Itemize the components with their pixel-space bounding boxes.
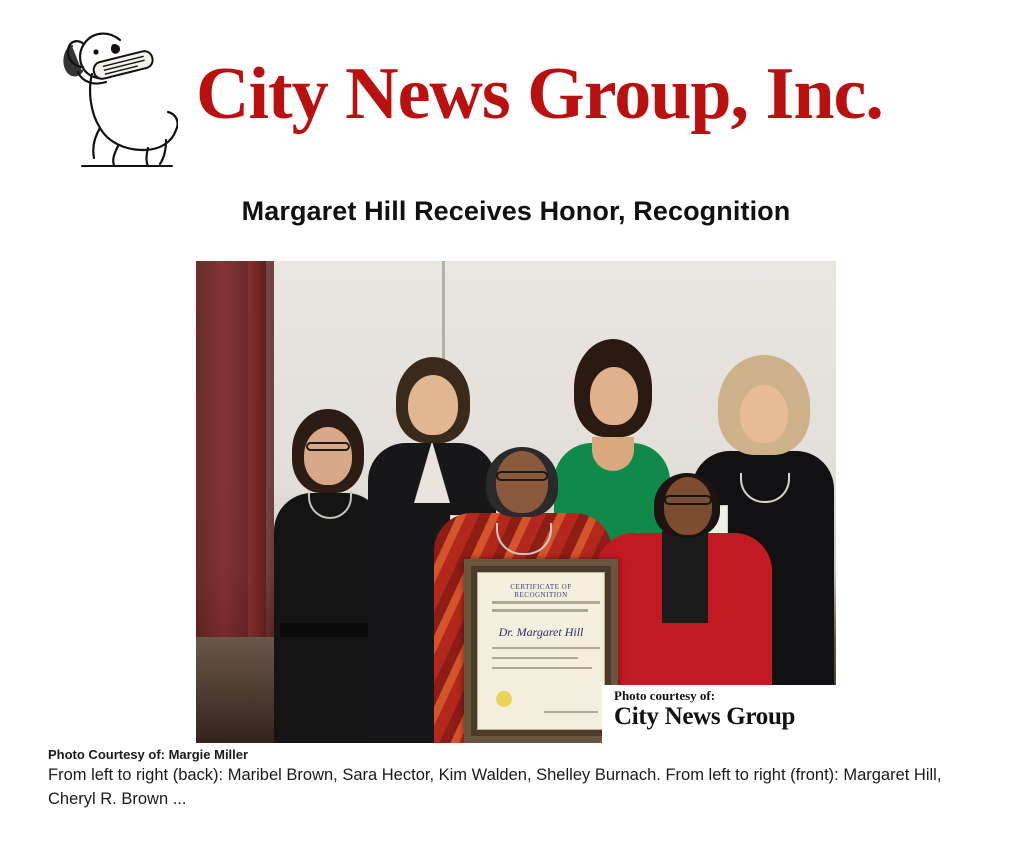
- person-4-head: [740, 385, 788, 443]
- certificate-paper: [477, 572, 605, 730]
- photo-courtesy-badge: [602, 685, 836, 743]
- article-photo-figure: [196, 261, 836, 743]
- photo-caption-text: From left to right (back): Maribel Brown, Sara Hector, Kim Walden, Shelley Burnach. From left to right (front): Margaret Hill, Cheryl R. Brown ...: [48, 766, 942, 808]
- person-1-belt: [280, 623, 378, 637]
- person-6-head: [664, 477, 712, 535]
- certificate-heading: CERTIFICATE OF RECOGNITION: [510, 583, 572, 599]
- person-1-glasses: [306, 442, 350, 451]
- certificate-name: Dr. Margaret Hill: [498, 625, 584, 639]
- person-2-head: [408, 375, 458, 435]
- courtesy-badge-line1: Photo courtesy of:: [614, 688, 716, 703]
- honoree-glasses: [496, 471, 548, 481]
- photo-credit: Photo Courtesy of: Margie Miller: [48, 747, 249, 762]
- person-6-inner: [662, 531, 708, 623]
- site-logo[interactable]: [48, 20, 883, 168]
- honoree-head: [496, 451, 548, 513]
- person-6-glasses: [664, 495, 712, 505]
- article-headline: Margaret Hill Receives Honor, Recognition: [241, 196, 791, 226]
- person-3-head: [590, 367, 638, 425]
- certificate-seal: [496, 691, 512, 707]
- person-1-head: [304, 427, 352, 485]
- dog-with-newspaper-icon: [48, 20, 178, 168]
- site-masthead: [0, 0, 1032, 172]
- framed-certificate: [464, 559, 618, 743]
- courtesy-badge-line2: City News Group: [614, 703, 796, 731]
- photo-caption: [48, 747, 984, 812]
- masthead-title: City News Group, Inc.: [196, 53, 883, 135]
- article-photo: [196, 261, 836, 743]
